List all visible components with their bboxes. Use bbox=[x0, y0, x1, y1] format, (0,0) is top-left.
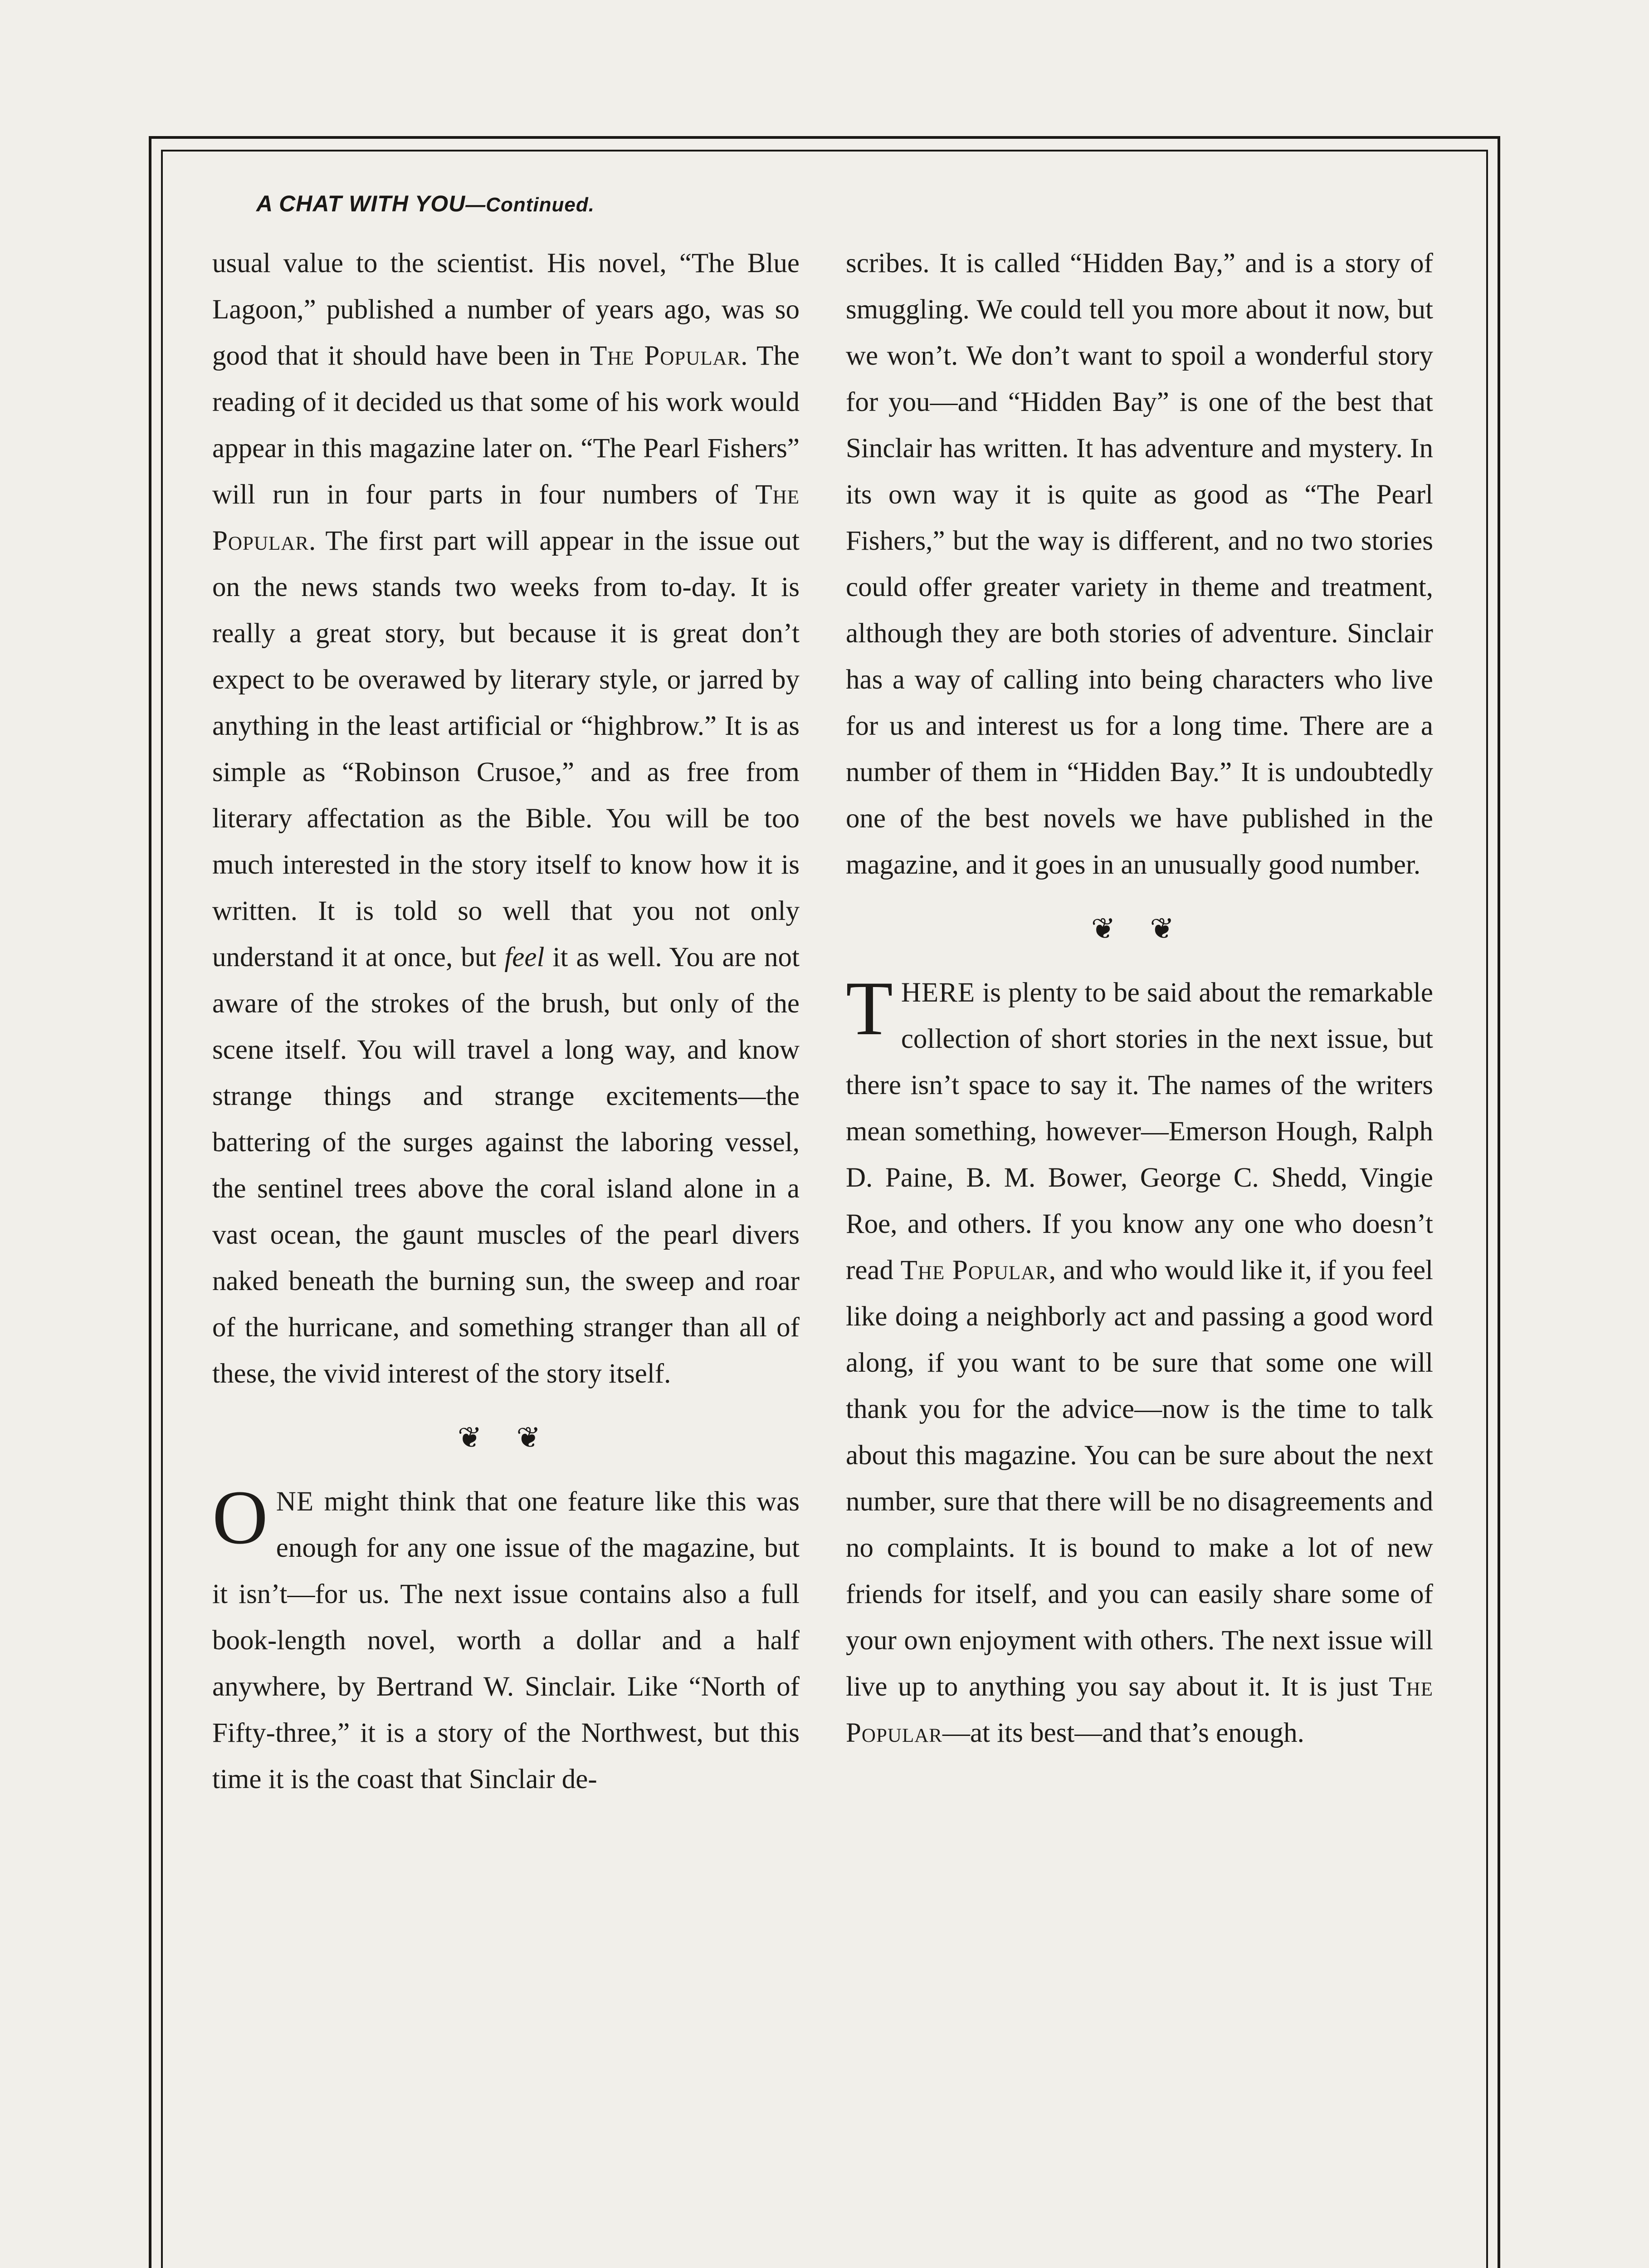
left-paragraph-2 bbox=[212, 1475, 800, 1803]
lead-word: NE bbox=[276, 1486, 314, 1517]
leaf-ornament-icon: ❦ ❦ bbox=[1091, 913, 1188, 945]
right-paragraph-2 bbox=[846, 966, 1434, 1756]
drop-cap: O bbox=[212, 1475, 268, 1560]
emphasis-feel: feel bbox=[504, 942, 545, 973]
right-paragraph-1 bbox=[846, 240, 1433, 888]
text-run: —at its best—and that’s enough. bbox=[942, 1718, 1304, 1748]
text-run: . The first part will appear in the issue out on the news stands two weeks from to-day. It is really a great story, but because it is great don’t expect to be overawed by literary style, or jarred by anything in the least artificial or “highbrow.” It is as simple as “Robinson Crusoe,” and as free from literary affectation as the Bible. You will be too much interested in the story itself to know how it is written. It is told so well that you not only understand it at once, but bbox=[212, 526, 800, 973]
right-column bbox=[846, 240, 1433, 1756]
magazine-name: The Popular bbox=[846, 1672, 1433, 1748]
magazine-name: The Popular bbox=[900, 1255, 1049, 1286]
text-run: it as well. You are not aware of the strokes of the brush, but only of the scene itself. You will travel a long way, and know strange things and strange excitements—the battering of the surges against the laboring vessel, the sentinel trees above the coral island alone in a vast ocean, the gaunt muscles of the pearl divers naked beneath the burning sun, the sweep and roar of the hurricane, and something stranger than all of these, the vivid interest of the story itself. bbox=[212, 942, 800, 1389]
drop-cap: T bbox=[846, 966, 893, 1051]
section-heading bbox=[256, 191, 595, 217]
text-run: usual value to the scientist. His novel, “The Blue Lagoon,” published a number of years ago, was so good that it should have been in bbox=[212, 248, 800, 371]
text-run: might think that one feature like this was enough for any one issue of the magazine, but it isn’t—for us. The next issue contains also a full book-length novel, worth a dollar and a half anywhere, by Bertrand W. Sinclair. Like “North of Fifty-three,” it is a story of the Northwest, but this time it is the coast that Sinclair de- bbox=[212, 1486, 800, 1794]
magazine-name: The Popular bbox=[590, 341, 741, 371]
leaf-ornament-icon: ❦ ❦ bbox=[457, 1422, 555, 1454]
heading-title: A CHAT WITH YOU bbox=[256, 191, 466, 216]
text-run: . The reading of it decided us that some of his work would appear in this magazine later on. “The Pearl Fishers” will run in four parts in four numbers of bbox=[212, 341, 800, 510]
left-paragraph-1 bbox=[212, 240, 800, 1397]
left-column bbox=[212, 240, 800, 1803]
lead-word: HERE bbox=[901, 978, 976, 1008]
text-run: scribes. It is called “Hidden Bay,” and is a story of smuggling. We could tell you more about it now, but we won’t. We don’t want to spoil a wonderful story for you—and “Hidden Bay” is one of the best that Sinclair has written. It has adventure and mystery. In its own way it is quite as good as “The Pearl Fishers,” but the way is different, and no two stories could offer greater variety in theme and treatment, although they are both stories of adventure. Sinclair has a way of calling into being characters who live for us and interest us for a long time. There are a number of them in “Hidden Bay.” It is undoubtedly one of the best novels we have published in the magazine, and it goes in an unusually good number. bbox=[846, 248, 1433, 880]
magazine-name: The Popular bbox=[212, 479, 800, 556]
text-run: , and who would like it, if you feel like doing a neighborly act and passing a good word along, if you want to be sure that some one will thank you for the advice—now is the time to talk about this magazine. You can be sure about the next number, sure that there will be no disagreements and no complaints. It is bound to make a lot of new friends for itself, and you can easily share some of your own enjoyment with others. The next issue will live up to anything you say about it. It is just bbox=[846, 1255, 1434, 1702]
heading-continued: —Continued. bbox=[465, 194, 595, 216]
text-run: is plenty to be said about the remarkable collection of short stories in the next issue, but there isn’t space to say it. The names of the writers mean something, however—Emerson Hough, Ralph D. Paine, B. M. Bower, George C. Shedd, Vingie Roe, and others. If you know any one who doesn’t read bbox=[846, 978, 1433, 1286]
